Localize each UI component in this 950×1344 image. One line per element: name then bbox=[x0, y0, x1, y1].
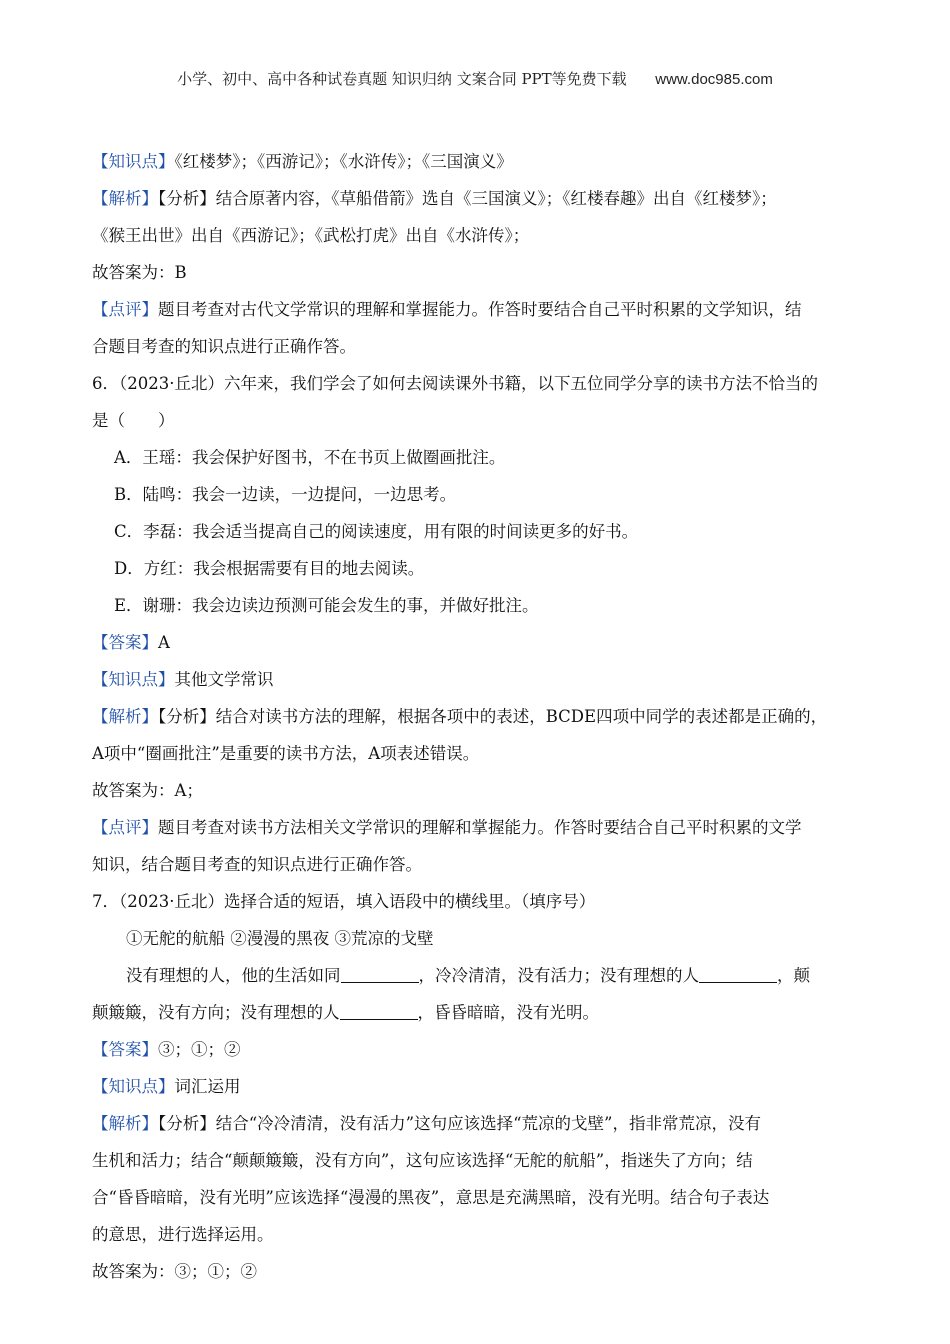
q7-para-text: ，冷冷清清，没有活力；没有理想的人 bbox=[418, 966, 699, 985]
q6-stem-line-1: 6．（2023·丘北）六年来，我们学会了如何去阅读课外书籍，以下五位同学分享的读书方法不恰当的 bbox=[92, 374, 818, 393]
q7-final-answer: 故答案为：③；①；② bbox=[92, 1262, 257, 1281]
answer-tag: 【答案】 bbox=[92, 633, 158, 652]
q6-option-b: B．陆鸣：我会一边读，一边提问，一边思考。 bbox=[114, 485, 457, 504]
q7-knowledge-line bbox=[92, 1068, 872, 1105]
header-url[interactable]: www.doc985.com bbox=[655, 71, 773, 88]
q6-analysis-line-2: A项中“圈画批注”是重要的读书方法，A项表述错误。 bbox=[92, 744, 480, 763]
q7-paragraph-line-1 bbox=[92, 957, 872, 994]
header-text: 小学、初中、高中各种试卷真题 知识归纳 文案合同 PPT等免费下载 bbox=[177, 70, 627, 88]
q7-stem: 7．（2023·丘北）选择合适的短语，填入语段中的横线里。（填序号） bbox=[92, 892, 596, 911]
q6-comment-line-2: 知识，结合题目考查的知识点进行正确作答。 bbox=[92, 855, 422, 874]
q7-answer: ③；①；② bbox=[158, 1040, 241, 1059]
analysis-tag: 【解析】 bbox=[92, 189, 158, 208]
q5-knowledge: 《红楼梦》；《西游记》；《水浒传》；《三国演义》 bbox=[174, 152, 513, 171]
fill-blank-3[interactable] bbox=[340, 1001, 418, 1020]
q5-final-answer: 故答案为：B bbox=[92, 263, 187, 282]
q7-analysis-line-3: 合“昏昏暗暗，没有光明”应该选择“漫漫的黑夜”，意思是充满黑暗，没有光明。结合句子表达 bbox=[92, 1188, 770, 1207]
q6-analysis-line-1 bbox=[92, 698, 872, 735]
q5-comment-1: 题目考查对古代文学常识的理解和掌握能力。作答时要结合自己平时积累的文学知识，结 bbox=[158, 300, 802, 319]
answer-tag: 【答案】 bbox=[92, 1040, 158, 1059]
q6-knowledge-line bbox=[92, 661, 872, 698]
q5-analysis-line-1 bbox=[92, 180, 872, 217]
q7-para-text: ，颠 bbox=[777, 966, 810, 985]
q5-knowledge-line bbox=[92, 143, 872, 180]
knowledge-tag: 【知识点】 bbox=[92, 1077, 175, 1096]
q5-analysis-1: 【分析】结合原著内容，《草船借箭》选自《三国演义》；《红楼春趣》出自《红楼梦》； bbox=[158, 189, 777, 208]
analysis-tag: 【解析】 bbox=[92, 1114, 158, 1133]
q7-paragraph-line-2 bbox=[92, 994, 872, 1031]
comment-tag: 【点评】 bbox=[92, 818, 158, 837]
q7-analysis-line-4: 的意思，进行选择运用。 bbox=[92, 1225, 274, 1244]
q7-knowledge: 词汇运用 bbox=[174, 1077, 241, 1096]
q7-para-text: 颠簸簸，没有方向；没有理想的人 bbox=[92, 1003, 340, 1022]
q7-analysis-line-2: 生机和活力；结合“颠颠簸簸，没有方向”，这句应该选择“无舵的航船”，指迷失了方向；结 bbox=[92, 1151, 753, 1170]
q7-choices: ①无舵的航船 ②漫漫的黑夜 ③荒凉的戈壁 bbox=[126, 929, 434, 948]
q6-answer-line bbox=[92, 624, 872, 661]
fill-blank-2[interactable] bbox=[699, 964, 777, 983]
knowledge-tag: 【知识点】 bbox=[92, 152, 175, 171]
q6-stem-line-2: 是（ ） bbox=[92, 411, 175, 430]
page-header bbox=[0, 68, 950, 89]
q7-analysis-1: 【分析】结合“冷冷清清，没有活力”这句应该选择“荒凉的戈壁”，指非常荒凉，没有 bbox=[158, 1114, 761, 1133]
q6-knowledge: 其他文学常识 bbox=[174, 670, 274, 689]
fill-blank-1[interactable] bbox=[341, 964, 419, 983]
q6-option-a: A．王瑶：我会保护好图书，不在书页上做圈画批注。 bbox=[114, 448, 506, 467]
q6-analysis-1: 【分析】结合对读书方法的理解，根据各项中的表述，BCDE四项中同学的表述都是正确的， bbox=[158, 707, 828, 726]
analysis-tag: 【解析】 bbox=[92, 707, 158, 726]
q5-analysis-line-2: 《猴王出世》出自《西游记》；《武松打虎》出自《水浒传》； bbox=[92, 226, 530, 245]
comment-tag: 【点评】 bbox=[92, 300, 158, 319]
q6-answer: A bbox=[158, 633, 170, 652]
knowledge-tag: 【知识点】 bbox=[92, 670, 175, 689]
q7-analysis-line-1 bbox=[92, 1105, 872, 1142]
q6-option-c: C．李磊：我会适当提高自己的阅读速度，用有限的时间读更多的好书。 bbox=[114, 522, 639, 541]
q5-comment-line-2: 合题目考查的知识点进行正确作答。 bbox=[92, 337, 356, 356]
q6-option-d: D．方红：我会根据需要有目的地去阅读。 bbox=[114, 559, 425, 578]
q7-answer-line bbox=[92, 1031, 872, 1068]
q5-comment-line-1 bbox=[92, 291, 872, 328]
q6-final-answer: 故答案为：A； bbox=[92, 781, 203, 800]
q6-option-e: E．谢珊：我会边读边预测可能会发生的事，并做好批注。 bbox=[114, 596, 539, 615]
q6-comment-line-1 bbox=[92, 809, 872, 846]
q7-para-text: ，昏昏暗暗，没有光明。 bbox=[417, 1003, 599, 1022]
document-body bbox=[92, 143, 872, 1290]
q6-comment-1: 题目考查对读书方法相关文学常识的理解和掌握能力。作答时要结合自己平时积累的文学 bbox=[158, 818, 802, 837]
q7-para-text: 没有理想的人，他的生活如同 bbox=[126, 966, 341, 985]
